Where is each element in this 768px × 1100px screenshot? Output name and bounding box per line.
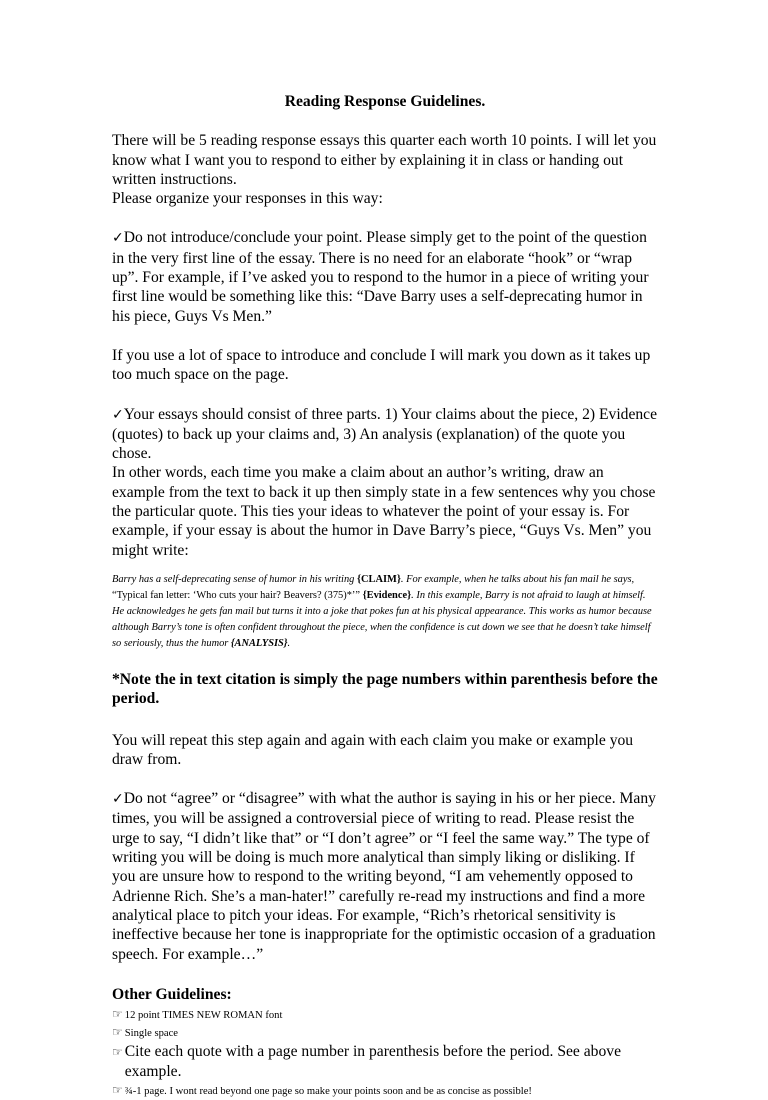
example-text: Barry has a self-deprecating sense of humor in his writing [112,573,357,585]
example-quote: “Typical fan letter: ‘Who cuts your hair? Beavers? (375)*’” [112,589,363,601]
guideline-1-followup: If you use a lot of space to introduce and conclude I will mark you down as it takes up too much space on the page. [112,346,651,384]
citation-note: *Note the in text citation is simply the page numbers within parenthesis before the period. [112,670,658,708]
pointing-hand-icon: ☞ [112,1007,123,1022]
intro-instruction: Please organize your responses in this way: [112,190,383,208]
evidence-label: {Evidence} [362,589,412,601]
pointing-hand-icon: ☞ [112,1083,123,1098]
check-icon: ✓ [112,406,124,423]
guideline-3-text: Do not “agree” or “disagree” with what the author is saying in his or her piece. Many times, you will be assigned a controversial piece of writing to read. Please resist the urge to say, “I didn’t like that” or “I don’t agree” or “I feel the same way.” The type of writing you will be doing is much more analytical than simply liking or disliking. If you are unsure how to respond to the writing beyond, “I am vehemently opposed to Adrienne Rich. She’s a man-hater!” carefully re-read my instructions and find a more analytical place to pitch your ideas. For example, “Rich’s rhetorical sensitivity is ineffective because her tone is inappropriate for the optimistic occasion of a graduation speech. For example…” [112,790,656,963]
other-guideline-item [112,1006,658,1024]
guideline-1-text: Do not introduce/conclude your point. Please simply get to the point of the question in the very first line of the essay. There is no need for an elaborate “hook” or “wrap up”. For example, if I’ve asked you to respond to the humor in a piece of writing your first line would be something like this: “Dave Barry uses a self-deprecating humor in his piece, Guys Vs Men.” [112,229,649,325]
other-guidelines-heading: Other Guidelines: [112,985,232,1003]
guideline-3 [112,789,658,964]
other-guideline-item [112,1042,658,1082]
guideline-2 [112,405,658,464]
page-title: Reading Response Guidelines. [284,93,486,110]
example-paragraph [112,572,658,652]
example-text: . [287,637,291,649]
check-icon: ✓ [112,230,124,247]
guideline-1 [112,228,658,325]
other-guideline-text: 12 point TIMES NEW ROMAN font [124,1010,283,1022]
other-guideline-text: Single space [124,1028,179,1040]
example-text: . For example, when he talks about his fan mail he says, [400,573,635,585]
claim-label: {CLAIM} [356,573,401,585]
analysis-label: {ANALYSIS} [230,637,288,649]
guideline-2-detail: In other words, each time you make a claim about an author’s writing, draw an example from the text to back it up then simply state in a few sentences why you chose the particular quote. This ties your ideas to whatever the point of your essay is. For example, if your essay is about the humor in Dave Barry’s piece, “Guys Vs. Men” you might write: [112,464,656,559]
repeat-paragraph: You will repeat this step again and again with each claim you make or example you draw from. [112,731,634,768]
pointing-hand-icon: ☞ [112,1045,123,1060]
other-guideline-item [112,1024,658,1042]
pointing-hand-icon: ☞ [112,1025,123,1040]
example-text: . In this example, Barry is not afraid to laugh at himself. He acknowledges he gets fan mail but turns it into a joke that pokes fun at his physical appearance. This works as humor because although Barry’s tone is often confident throughout the piece, when the confidence is cut down we see that he doesn’t take himself so seriously, thus the humor [112,589,652,649]
check-icon: ✓ [112,791,124,808]
other-guideline-item [112,1082,658,1100]
intro-paragraph: There will be 5 reading response essays this quarter each worth 10 points. I will let you know what I want you to respond to either by explaining it in class or handing out written instructions. [112,132,657,188]
other-guideline-text: Cite each quote with a page number in parenthesis before the period. See above example. [124,1043,621,1081]
other-guideline-text: ¾-1 page. I wont read beyond one page so make your points soon and be as concise as possible! [124,1086,532,1098]
guideline-2-text: Your essays should consist of three parts. 1) Your claims about the piece, 2) Evidence (quotes) to back up your claims and, 3) An analysis (explanation) of the quote you chose. [112,405,658,463]
